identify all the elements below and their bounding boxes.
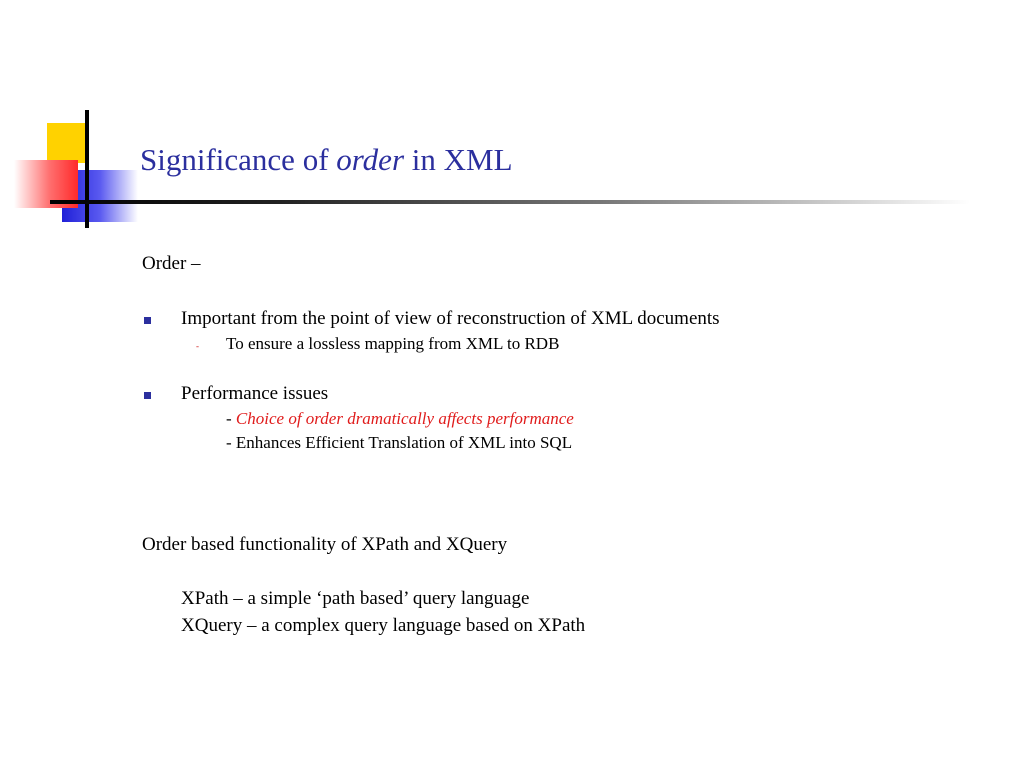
sub-bullet-marker: - — [196, 341, 199, 351]
vertical-rule — [85, 110, 89, 228]
sub-bullet-choice-of-order: - Choice of order dramatically affects performance — [226, 409, 574, 428]
sub-bullet-efficient-translation: - Enhances Efficient Translation of XML into SQL — [226, 433, 573, 452]
functionality-heading: Order based functionality of XPath and XQuery — [142, 534, 508, 555]
bullet-performance: Performance issues — [181, 383, 329, 404]
order-heading: Order – — [142, 253, 201, 274]
sub-bullet-lossless: To ensure a lossless mapping from XML to RDB — [226, 334, 560, 353]
slide-title: Significance of order in XML — [140, 142, 513, 177]
decorative-corner-graphic — [0, 0, 160, 240]
yellow-square — [47, 123, 86, 163]
bullet-marker — [144, 317, 151, 324]
xpath-line: XPath – a simple ‘path based’ query language — [181, 588, 530, 609]
bullet-important: Important from the point of view of reconstruction of XML documents — [181, 308, 720, 329]
bullet-marker — [144, 392, 151, 399]
xquery-line: XQuery – a complex query language based on XPath — [181, 615, 586, 636]
title-underline — [50, 200, 970, 204]
